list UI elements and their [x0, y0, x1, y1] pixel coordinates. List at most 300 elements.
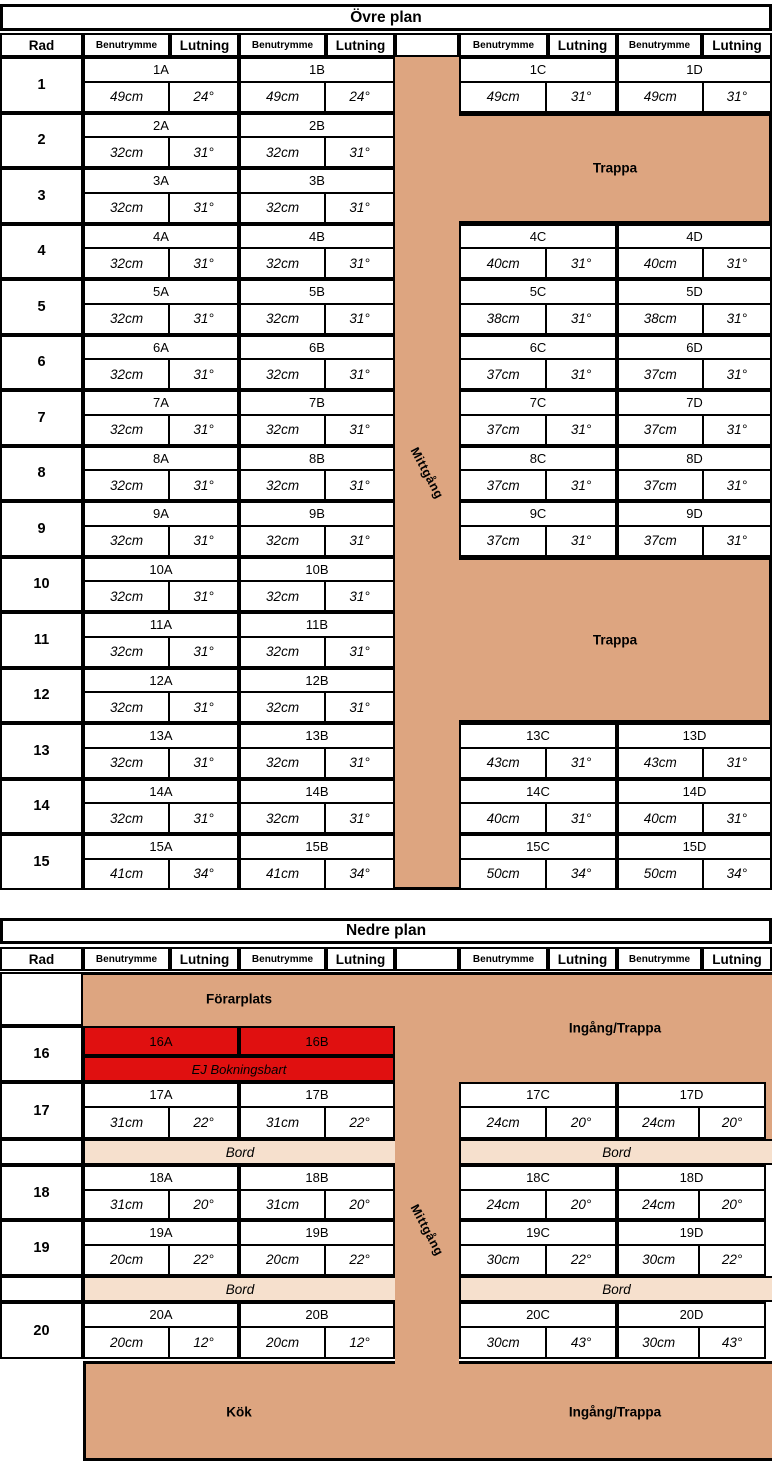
seat-values [619, 360, 770, 388]
seat-name-label: 20A [85, 1304, 237, 1328]
seat-3b[interactable] [239, 168, 395, 224]
seat-legroom-value: 32cm [85, 804, 170, 832]
seat-recline-value: 20° [349, 1196, 370, 1212]
header-blank [395, 947, 459, 971]
seat-name-label: 11A [85, 614, 237, 638]
seat-legroom-value: 37cm [619, 471, 704, 499]
seat-19a[interactable] [83, 1220, 239, 1276]
seat-legroom-value: 37cm [461, 471, 547, 499]
seat-values [85, 1191, 237, 1219]
seat-recline-value: 12° [193, 1334, 214, 1350]
row-number: 6 [0, 335, 83, 391]
seat-values [461, 749, 615, 777]
seat-values [461, 249, 615, 277]
seat-name-label: 5A [85, 281, 237, 305]
seat-values [619, 749, 770, 777]
seat-name-label: 13A [85, 725, 237, 749]
seat-values [85, 804, 237, 832]
seat-recline-value: 31° [570, 366, 592, 382]
seat-recline-value: 31° [193, 366, 214, 382]
header-lutning: Lutning [326, 947, 395, 971]
seat-17d[interactable] [617, 1082, 766, 1139]
seat-legroom-value: 38cm [461, 305, 547, 333]
seat-legroom-value: 24cm [461, 1191, 547, 1219]
seat-15d[interactable] [617, 834, 772, 890]
border-line [459, 1361, 772, 1364]
seat-1c[interactable] [459, 57, 617, 113]
seat-recline-value: 31° [726, 89, 747, 104]
seat-legroom-value: 32cm [241, 360, 326, 388]
seat-15c[interactable] [459, 834, 617, 890]
seat-14c[interactable] [459, 779, 617, 835]
seat-legroom-value: 41cm [241, 860, 326, 888]
seat-20d[interactable] [617, 1302, 766, 1359]
seat-recline-value: 22° [349, 1252, 370, 1268]
seat-7d[interactable] [617, 390, 772, 446]
seat-recline-value: 31° [349, 533, 370, 548]
seat-values [461, 1108, 615, 1138]
seat-13d[interactable] [617, 723, 772, 779]
seat-recline-value: 31° [570, 422, 592, 437]
not-bookable-banner: EJ Bokningsbart [83, 1056, 395, 1082]
seat-recline-value: 31° [193, 422, 214, 437]
seat-recline-value: 34° [570, 866, 592, 881]
seat-name-label: 1C [461, 59, 615, 83]
header-lutning: Lutning [702, 33, 772, 57]
seat-name-label: 8B [241, 448, 393, 472]
header-benutrymme: Benutrymme [239, 947, 326, 971]
seat-name-label: 4C [461, 226, 615, 250]
seat-values [461, 860, 615, 888]
seat-legroom-value: 24cm [461, 1108, 547, 1138]
seat-8c[interactable] [459, 446, 617, 502]
seat-legroom-value: 31cm [85, 1191, 170, 1219]
seat-name-label: 20C [461, 1304, 615, 1328]
seat-values [241, 194, 393, 222]
seat-name-label: 18C [461, 1167, 615, 1191]
seat-name-label: 13B [241, 725, 393, 749]
seat-recline-value: 22° [570, 1252, 592, 1268]
seat-name-label: 4B [241, 226, 393, 250]
row-number: 20 [0, 1302, 83, 1359]
seat-legroom-value: 32cm [85, 527, 170, 555]
seat-4c[interactable] [459, 224, 617, 280]
seat-values [241, 527, 393, 555]
seat-8b[interactable] [239, 446, 395, 502]
seat-values [619, 804, 770, 832]
row-number: 9 [0, 501, 83, 557]
seat-18b[interactable] [239, 1165, 395, 1220]
seat-1d[interactable] [617, 57, 772, 113]
seat-7c[interactable] [459, 390, 617, 446]
seat-legroom-value: 30cm [619, 1328, 700, 1358]
seat-values [619, 1328, 764, 1358]
seat-values [619, 860, 770, 888]
seat-recline-value: 31° [726, 422, 747, 437]
seat-legroom-value: 49cm [461, 83, 547, 111]
seat-5a[interactable] [83, 279, 239, 335]
seat-values [461, 1246, 615, 1275]
seat-values [241, 1328, 393, 1358]
seat-values [241, 693, 393, 721]
seat-recline-value: 31° [349, 644, 370, 659]
seat-11b[interactable] [239, 612, 395, 668]
seat-6d[interactable] [617, 335, 772, 391]
seat-values [85, 860, 237, 888]
seat-4a[interactable] [83, 224, 239, 280]
border-line [83, 1361, 86, 1461]
seat-values [619, 249, 770, 277]
seat-name-label: 3A [85, 170, 237, 194]
seat-legroom-value: 32cm [241, 249, 326, 277]
seat-11a[interactable] [83, 612, 239, 668]
seat-legroom-value: 49cm [241, 83, 326, 111]
seat-14a[interactable] [83, 779, 239, 835]
seat-9a[interactable] [83, 501, 239, 557]
seat-recline-value: 31° [193, 644, 214, 659]
row-number-empty [0, 972, 83, 1026]
seat-name-label: 9A [85, 503, 237, 527]
seat-recline-value: 31° [570, 477, 592, 493]
seat-legroom-value: 32cm [241, 305, 326, 333]
seat-9c[interactable] [459, 501, 617, 557]
seat-recline-value: 31° [570, 311, 592, 326]
header-benutrymme: Benutrymme [617, 33, 702, 57]
seat-8a[interactable] [83, 446, 239, 502]
seat-1a[interactable] [83, 57, 239, 113]
seat-values [461, 305, 615, 333]
seat-values [241, 804, 393, 832]
seat-name-label: 19B [241, 1222, 393, 1246]
header-lutning: Lutning [170, 33, 239, 57]
seat-17a[interactable] [83, 1082, 239, 1139]
table-band: Bord [83, 1276, 395, 1302]
seat-values [85, 194, 237, 222]
seat-name-label: 5C [461, 281, 615, 305]
header-benutrymme: Benutrymme [239, 33, 326, 57]
seat-recline-value: 31° [726, 477, 747, 493]
lower-deck-title: Nedre plan [0, 918, 772, 944]
seat-legroom-value: 30cm [461, 1328, 547, 1358]
seat-legroom-value: 32cm [85, 471, 170, 499]
kitchen-label: Kök [226, 1404, 252, 1420]
seat-legroom-value: 43cm [619, 749, 704, 777]
seat-legroom-value: 32cm [241, 527, 326, 555]
seat-recline-value: 31° [193, 755, 214, 770]
seat-legroom-value: 32cm [85, 693, 170, 721]
seat-recline-value: 12° [349, 1334, 370, 1350]
seat-7b[interactable] [239, 390, 395, 446]
header-lutning: Lutning [702, 947, 772, 971]
seat-legroom-value: 32cm [241, 471, 326, 499]
seat-values [461, 1191, 615, 1219]
seat-17b[interactable] [239, 1082, 395, 1139]
header-rad: Rad [0, 33, 83, 57]
header-lutning: Lutning [170, 947, 239, 971]
seat-values [241, 305, 393, 333]
seat-recline-value: 20° [721, 1114, 743, 1130]
seat-16b: 16B [239, 1026, 395, 1056]
seat-legroom-value: 49cm [619, 83, 704, 111]
seat-name-label: 20D [619, 1304, 764, 1328]
seat-recline-value: 22° [721, 1252, 743, 1268]
seat-values [241, 249, 393, 277]
seat-name-label: 10B [241, 559, 393, 583]
header-benutrymme: Benutrymme [83, 947, 170, 971]
seat-legroom-value: 40cm [461, 249, 547, 277]
seat-values [461, 416, 615, 444]
seat-name-label: 6D [619, 337, 770, 361]
seat-legroom-value: 32cm [241, 194, 326, 222]
seat-name-label: 9C [461, 503, 615, 527]
seat-values [85, 582, 237, 610]
seat-15b[interactable] [239, 834, 395, 890]
seat-18a[interactable] [83, 1165, 239, 1220]
seat-name-label: 18B [241, 1167, 393, 1191]
seat-recline-value: 31° [349, 755, 370, 770]
seat-recline-value: 24° [193, 89, 214, 104]
seat-recline-value: 31° [726, 755, 747, 770]
seat-name-label: 8D [619, 448, 770, 472]
seat-recline-value: 31° [349, 200, 370, 215]
seat-6c[interactable] [459, 335, 617, 391]
seat-name-label: 15D [619, 836, 770, 860]
seat-legroom-value: 32cm [241, 416, 326, 444]
row-number-empty [0, 1139, 83, 1165]
seat-name-label: 19C [461, 1222, 615, 1246]
seat-name-label: 19D [619, 1222, 764, 1246]
row-number: 15 [0, 834, 83, 890]
seat-4d[interactable] [617, 224, 772, 280]
seat-name-label: 6C [461, 337, 615, 361]
seat-values [619, 416, 770, 444]
seat-name-label: 8C [461, 448, 615, 472]
seat-20c[interactable] [459, 1302, 617, 1359]
seat-name-label: 7B [241, 392, 393, 416]
seat-19d[interactable] [617, 1220, 766, 1276]
seat-values [85, 249, 237, 277]
seat-values [619, 305, 770, 333]
seat-14b[interactable] [239, 779, 395, 835]
seat-values [85, 83, 237, 111]
seat-recline-value: 20° [721, 1196, 743, 1212]
entrance-stairs-area [766, 1082, 772, 1139]
seat-name-label: 17D [619, 1084, 764, 1108]
seat-name-label: 6A [85, 337, 237, 361]
seat-1b[interactable] [239, 57, 395, 113]
seat-5c[interactable] [459, 279, 617, 335]
seat-legroom-value: 32cm [85, 638, 170, 666]
seat-name-label: 12B [241, 670, 393, 694]
seat-recline-value: 31° [726, 255, 747, 271]
seat-6a[interactable] [83, 335, 239, 391]
seat-values [241, 416, 393, 444]
seat-18d[interactable] [617, 1165, 766, 1220]
seat-values [619, 1246, 764, 1275]
seat-legroom-value: 41cm [85, 860, 170, 888]
seat-17c[interactable] [459, 1082, 617, 1139]
seat-values [85, 693, 237, 721]
seat-values [241, 471, 393, 499]
border-line [83, 972, 772, 975]
row-number: 5 [0, 279, 83, 335]
seat-recline-value: 31° [193, 200, 214, 215]
seat-name-label: 13C [461, 725, 615, 749]
seat-13a[interactable] [83, 723, 239, 779]
aisle-label: Mittgång [407, 444, 447, 502]
seat-legroom-value: 43cm [461, 749, 547, 777]
header-benutrymme: Benutrymme [617, 947, 702, 971]
seat-12b[interactable] [239, 668, 395, 724]
seat-20a[interactable] [83, 1302, 239, 1359]
seat-10a[interactable] [83, 557, 239, 613]
seat-values [85, 1108, 237, 1138]
seat-5d[interactable] [617, 279, 772, 335]
aisle-label: Mittgång [407, 1201, 447, 1259]
header-benutrymme: Benutrymme [459, 947, 548, 971]
seat-14d[interactable] [617, 779, 772, 835]
seat-recline-value: 31° [726, 810, 747, 826]
row-number: 7 [0, 390, 83, 446]
seat-19c[interactable] [459, 1220, 617, 1276]
seat-13b[interactable] [239, 723, 395, 779]
seat-recline-value: 31° [193, 699, 214, 715]
seat-20b[interactable] [239, 1302, 395, 1359]
seat-15a[interactable] [83, 834, 239, 890]
seat-name-label: 4A [85, 226, 237, 250]
seat-8d[interactable] [617, 446, 772, 502]
seat-values [85, 360, 237, 388]
seat-legroom-value: 40cm [461, 804, 547, 832]
seat-9b[interactable] [239, 501, 395, 557]
seat-recline-value: 31° [349, 422, 370, 437]
seat-legroom-value: 20cm [85, 1246, 170, 1275]
seat-legroom-value: 37cm [461, 527, 547, 555]
row-number: 14 [0, 779, 83, 835]
seat-values [461, 360, 615, 388]
seat-recline-value: 20° [570, 1196, 592, 1212]
seat-13c[interactable] [459, 723, 617, 779]
seat-values [619, 1108, 764, 1138]
entrance-stairs-label: Ingång/Trappa [568, 1020, 662, 1036]
seat-2b[interactable] [239, 113, 395, 169]
seat-recline-value: 22° [349, 1114, 370, 1130]
seat-3a[interactable] [83, 168, 239, 224]
seat-values [241, 582, 393, 610]
seat-legroom-value: 32cm [241, 638, 326, 666]
row-number: 10 [0, 557, 83, 613]
seat-legroom-value: 30cm [619, 1246, 700, 1275]
row-number: 11 [0, 612, 83, 668]
seat-recline-value: 31° [193, 255, 214, 271]
entrance-stairs-label: Ingång/Trappa [568, 1404, 662, 1420]
seat-9d[interactable] [617, 501, 772, 557]
seat-recline-value: 43° [721, 1334, 743, 1350]
table-band: Bord [83, 1139, 395, 1165]
seat-18c[interactable] [459, 1165, 617, 1220]
seat-legroom-value: 32cm [85, 249, 170, 277]
seat-recline-value: 20° [570, 1114, 592, 1130]
seat-legroom-value: 24cm [619, 1191, 700, 1219]
table-band: Bord [459, 1139, 772, 1165]
seat-legroom-value: 32cm [85, 360, 170, 388]
seat-legroom-value: 37cm [461, 360, 547, 388]
seat-values [241, 138, 393, 166]
seat-name-label: 5D [619, 281, 770, 305]
seat-recline-value: 34° [193, 866, 214, 881]
seat-name-label: 17B [241, 1084, 393, 1108]
seat-name-label: 10A [85, 559, 237, 583]
seat-name-label: 17C [461, 1084, 615, 1108]
seat-12a[interactable] [83, 668, 239, 724]
seat-values [461, 527, 615, 555]
seat-legroom-value: 32cm [241, 582, 326, 610]
seat-values [241, 638, 393, 666]
row-number: 17 [0, 1082, 83, 1139]
table-band: Bord [459, 1276, 772, 1302]
seat-values [461, 804, 615, 832]
seat-legroom-value: 31cm [241, 1108, 326, 1138]
seat-values [241, 749, 393, 777]
seat-legroom-value: 37cm [619, 416, 704, 444]
stairs-label: Trappa [592, 160, 638, 176]
seat-legroom-value: 37cm [461, 416, 547, 444]
seat-recline-value: 31° [349, 255, 370, 271]
seat-values [85, 527, 237, 555]
seat-19b[interactable] [239, 1220, 395, 1276]
seat-recline-value: 31° [570, 810, 592, 826]
seat-10b[interactable] [239, 557, 395, 613]
row-number: 2 [0, 113, 83, 169]
seat-values [85, 305, 237, 333]
seat-values [241, 860, 393, 888]
seat-5b[interactable] [239, 279, 395, 335]
seat-name-label: 14D [619, 781, 770, 805]
driver-area-label: Förarplats [205, 991, 273, 1007]
seat-legroom-value: 31cm [85, 1108, 170, 1138]
seat-values [85, 638, 237, 666]
seat-legroom-value: 50cm [461, 860, 547, 888]
seat-16a: 16A [83, 1026, 239, 1056]
border-line [459, 113, 772, 116]
seat-2a[interactable] [83, 113, 239, 169]
seat-values [619, 83, 770, 111]
seat-name-label: 7A [85, 392, 237, 416]
seat-name-label: 3B [241, 170, 393, 194]
seat-legroom-value: 24cm [619, 1108, 700, 1138]
seat-recline-value: 34° [726, 866, 747, 881]
header-lutning: Lutning [548, 947, 617, 971]
seat-name-label: 1D [619, 59, 770, 83]
seat-recline-value: 31° [193, 810, 214, 826]
seat-recline-value: 31° [349, 366, 370, 382]
seat-legroom-value: 32cm [241, 693, 326, 721]
seat-4b[interactable] [239, 224, 395, 280]
seat-values [85, 749, 237, 777]
row-number: 13 [0, 723, 83, 779]
row-number: 16 [0, 1026, 83, 1082]
seat-recline-value: 24° [349, 89, 370, 104]
seat-7a[interactable] [83, 390, 239, 446]
border-line [395, 887, 459, 890]
seat-values [241, 83, 393, 111]
header-rad: Rad [0, 947, 83, 971]
border-line [83, 1361, 395, 1364]
seat-6b[interactable] [239, 335, 395, 391]
seat-values [619, 471, 770, 499]
seat-recline-value: 31° [193, 588, 214, 604]
seat-recline-value: 31° [349, 144, 370, 160]
